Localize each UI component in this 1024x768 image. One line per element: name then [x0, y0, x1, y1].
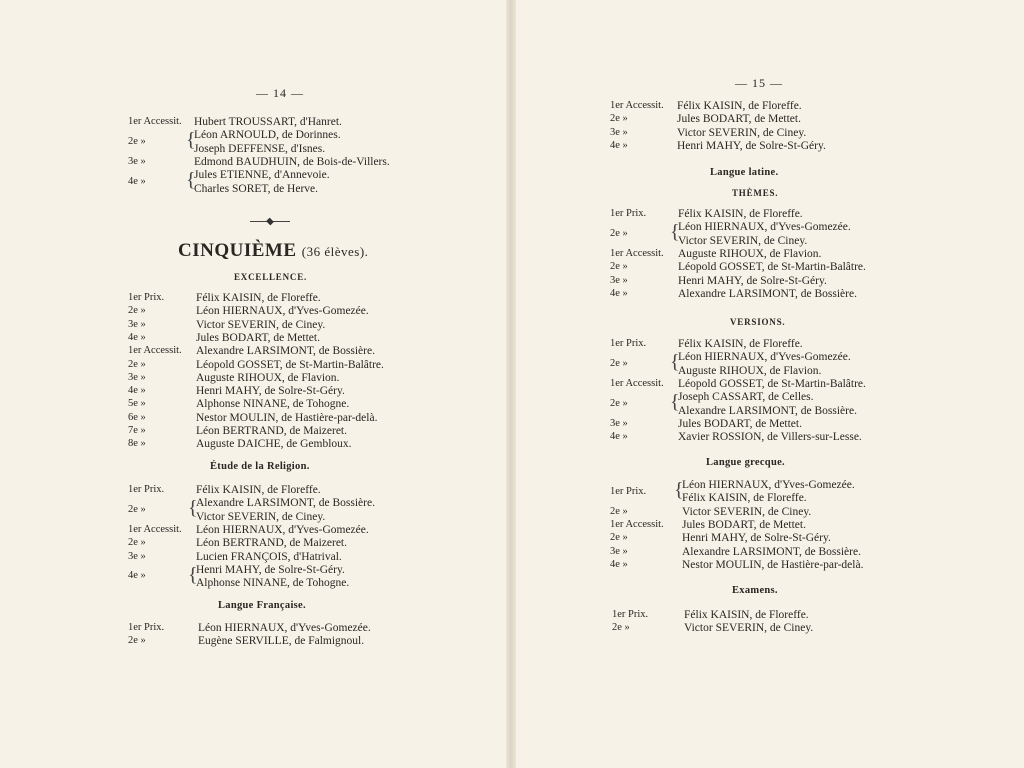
student-entry: Léon HIERNAUX, d'Yves-Gomezée. — [678, 221, 851, 234]
rank-label: 2e » — [610, 261, 628, 273]
student-entry: Joseph CASSART, de Celles. — [678, 391, 814, 404]
class-title: CINQUIÈME — [178, 240, 297, 261]
rank-label: 4e » — [128, 570, 146, 582]
rank-label: 4e » — [610, 139, 628, 151]
student-entry: Léon HIERNAUX, d'Yves-Gomezée. — [682, 479, 855, 491]
rank-label: 1er Accessit. — [610, 518, 664, 530]
student-entry: Victor SEVERIN, de Ciney. — [196, 510, 326, 523]
rank-label: 6e » — [128, 411, 146, 423]
rank-label: 3e » — [128, 318, 146, 330]
rank-label: 4e » — [610, 558, 628, 570]
rank-label: 1er Accessit. — [610, 100, 664, 111]
left-page-number: — 14 — — [256, 86, 304, 100]
section-divider-ornament — [250, 221, 290, 222]
rank-label: 2e » — [610, 397, 628, 409]
student-entry: Jules BODART, de Mettet. — [678, 417, 802, 430]
rank-label: 1er Accessit. — [128, 116, 182, 127]
rank-label: 2e » — [128, 135, 146, 147]
student-entry: Alphonse NINANE, de Tohogne. — [196, 398, 350, 411]
student-entry: Félix KAISIN, de Floreffe. — [196, 292, 321, 304]
student-entry: Léon BERTRAND, de Maizeret. — [196, 537, 348, 550]
latine-heading: Langue latine. — [710, 167, 779, 178]
student-entry: Victor SEVERIN, de Ciney. — [677, 126, 807, 139]
student-entry: Victor SEVERIN, de Ciney. — [682, 505, 812, 518]
student-entry: Félix KAISIN, de Floreffe. — [682, 492, 807, 505]
grecque-heading: Langue grecque. — [706, 457, 785, 468]
rank-label: 3e » — [610, 126, 628, 138]
rank-label: 2e » — [128, 537, 146, 549]
rank-label: 1er Prix. — [610, 338, 647, 349]
student-entry: Charles SORET, de Herve. — [194, 182, 319, 195]
rank-label: 2e » — [128, 358, 146, 370]
rank-label: 1er Accessit. — [610, 377, 664, 389]
rank-label: 2e » — [610, 532, 628, 544]
class-count: (36 élèves). — [301, 244, 369, 259]
student-entry: Auguste RIHOUX, de Flavion. — [196, 371, 340, 384]
student-entry: Xavier ROSSION, de Villers-sur-Lesse. — [678, 431, 862, 444]
student-entry: Léopold GOSSET, de St-Martin-Balâtre. — [196, 358, 384, 371]
rank-label: 3e » — [128, 550, 146, 562]
rank-label: 8e » — [128, 438, 146, 450]
book-gutter — [506, 0, 516, 768]
rank-label: 4e » — [128, 175, 146, 187]
rank-label: 1er Accessit. — [610, 247, 664, 259]
rank-label: 2e » — [128, 635, 146, 647]
excellence-heading: EXCELLENCE. — [234, 272, 308, 282]
grouping-brace: { — [186, 169, 196, 192]
rank-label: 2e » — [128, 503, 146, 515]
rank-label: 2e » — [610, 113, 628, 125]
student-entry: Hubert TROUSSART, d'Hanret. — [194, 116, 342, 128]
student-entry: Jules BODART, de Mettet. — [682, 518, 806, 531]
rank-label: 2e » — [128, 305, 146, 317]
grouping-brace: { — [670, 391, 680, 414]
student-entry: Eugène SERVILLE, de Falmignoul. — [198, 635, 365, 648]
rank-label: 4e » — [610, 431, 628, 443]
student-entry: Joseph DEFFENSE, d'Isnes. — [194, 142, 326, 155]
student-entry: Félix KAISIN, de Floreffe. — [677, 100, 802, 112]
rank-label: 2e » — [610, 227, 628, 239]
student-entry: Henri MAHY, de Solre-St-Géry. — [677, 139, 826, 152]
student-entry: Edmond BAUDHUIN, de Bois-de-Villers. — [194, 155, 390, 168]
student-entry: Léon ARNOULD, de Dorinnes. — [194, 129, 341, 142]
rank-label: 3e » — [128, 371, 146, 383]
student-entry: Léon BERTRAND, de Maizeret. — [196, 425, 348, 437]
rank-label: 1er Prix. — [128, 292, 165, 303]
rank-label: 3e » — [610, 545, 628, 557]
student-entry: Auguste RIHOUX, de Flavion. — [678, 247, 822, 260]
student-entry: Léopold GOSSET, de St-Martin-Balâtre. — [678, 377, 866, 390]
student-entry: Félix KAISIN, de Floreffe. — [678, 208, 803, 220]
grouping-brace: { — [186, 129, 196, 152]
student-entry: Alexandre LARSIMONT, de Bossière. — [682, 545, 861, 558]
student-entry: Victor SEVERIN, de Ciney. — [684, 622, 814, 635]
student-entry: Lucien FRANÇOIS, d'Hatrival. — [196, 550, 342, 563]
student-entry: Léopold GOSSET, de St-Martin-Balâtre. — [678, 261, 866, 274]
student-entry: Henri MAHY, de Solre-St-Géry. — [196, 385, 345, 398]
student-entry: Jules ETIENNE, d'Annevoie. — [194, 169, 330, 182]
student-entry: Henri MAHY, de Solre-St-Géry. — [678, 274, 827, 287]
grouping-brace: { — [670, 221, 680, 244]
student-entry: Léon HIERNAUX, d'Yves-Gomezée. — [196, 305, 369, 318]
rank-label: 1er Prix. — [612, 609, 649, 620]
student-entry: Alphonse NINANE, de Tohogne. — [196, 577, 350, 590]
rank-label: 2e » — [610, 357, 628, 369]
student-entry: Léon HIERNAUX, d'Yves-Gomezée. — [196, 523, 369, 536]
student-entry: Jules BODART, de Mettet. — [677, 113, 801, 126]
rank-label: 2e » — [612, 622, 630, 634]
rank-label: 4e » — [128, 385, 146, 397]
rank-label: 2e » — [610, 505, 628, 517]
religion-heading: Étude de la Religion. — [210, 461, 310, 472]
grouping-brace: { — [674, 479, 684, 501]
rank-label: 7e » — [128, 425, 146, 436]
right-page-number: — 15 — — [735, 76, 783, 90]
student-entry: Nestor MOULIN, de Hastière-par-delà. — [682, 558, 864, 571]
themes-heading: THÈMES. — [732, 188, 779, 198]
student-entry: Victor SEVERIN, de Ciney. — [678, 234, 808, 247]
rank-label: 1er Accessit. — [128, 523, 182, 535]
francaise-heading: Langue Française. — [218, 600, 306, 611]
student-entry: Alexandre LARSIMONT, de Bossière. — [196, 497, 375, 510]
examens-heading: Examens. — [732, 585, 778, 596]
student-entry: Alexandre LARSIMONT, de Bossière. — [196, 345, 375, 358]
grouping-brace: { — [188, 563, 198, 586]
rank-label: 1er Prix. — [128, 484, 165, 495]
rank-label: 1er Accessit. — [128, 345, 182, 357]
rank-label: 3e » — [610, 274, 628, 286]
student-entry: Félix KAISIN, de Floreffe. — [196, 484, 321, 496]
rank-label: 5e » — [128, 398, 146, 410]
student-entry: Alexandre LARSIMONT, de Bossière. — [678, 287, 857, 300]
student-entry: Henri MAHY, de Solre-St-Géry. — [196, 563, 345, 576]
student-entry: Léon HIERNAUX, d'Yves-Gomezée. — [678, 351, 851, 364]
rank-label: 1er Prix. — [610, 485, 647, 497]
rank-label: 1er Prix. — [128, 622, 165, 633]
student-entry: Félix KAISIN, de Floreffe. — [684, 609, 809, 621]
grouping-brace: { — [670, 351, 680, 374]
student-entry: Jules BODART, de Mettet. — [196, 331, 320, 344]
student-entry: Henri MAHY, de Solre-St-Géry. — [682, 532, 831, 545]
rank-label: 3e » — [128, 155, 146, 167]
student-entry: Léon HIERNAUX, d'Yves-Gomezée. — [198, 622, 371, 634]
student-entry: Auguste RIHOUX, de Flavion. — [678, 364, 822, 377]
rank-label: 4e » — [610, 287, 628, 299]
rank-label: 3e » — [610, 417, 628, 429]
student-entry: Auguste DAICHE, de Gembloux. — [196, 438, 352, 451]
student-entry: Victor SEVERIN, de Ciney. — [196, 318, 326, 331]
rank-label: 1er Prix. — [610, 208, 647, 219]
versions-heading: VERSIONS. — [730, 317, 786, 327]
student-entry: Félix KAISIN, de Floreffe. — [678, 338, 803, 350]
class-heading — [178, 240, 368, 262]
student-entry: Alexandre LARSIMONT, de Bossière. — [678, 404, 857, 417]
rank-label: 4e » — [128, 331, 146, 343]
grouping-brace: { — [188, 497, 198, 520]
student-entry: Nestor MOULIN, de Hastière-par-delà. — [196, 411, 378, 424]
